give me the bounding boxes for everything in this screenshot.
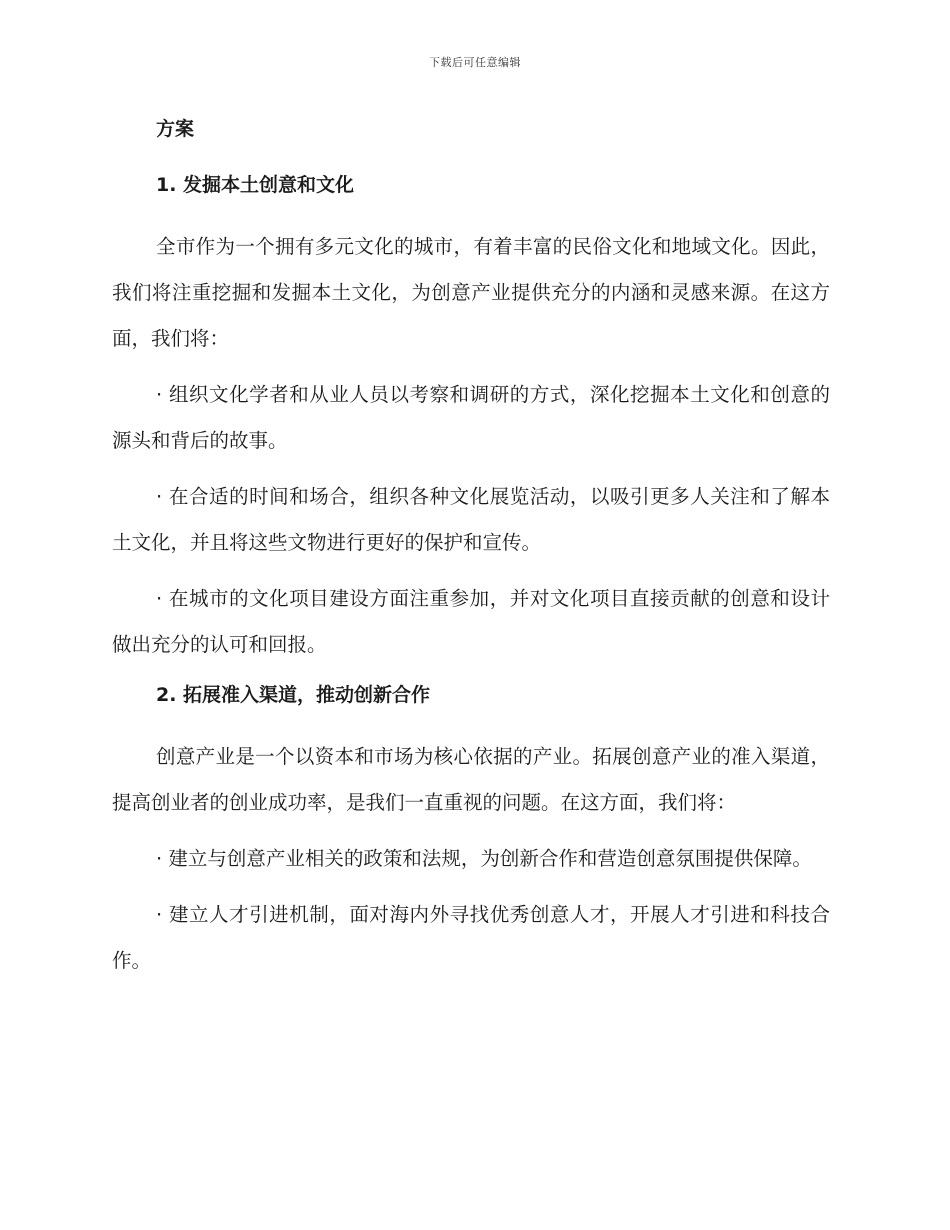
section-2-intro: 创意产业是一个以资本和市场为核心依据的产业。拓展创意产业的准入渠道，提高创业者的创业成功率，是我们一直重视的问题。在这方面，我们将： [112,745,830,814]
document-title: 方案 [156,118,195,140]
section-1-heading: 1. 发掘本土创意和文化 [156,174,355,196]
section-2-bullet: · 建立与创意产业相关的政策和法规，为创新合作和营造创意氛围提供保障。 [156,847,812,870]
document-body [112,112,830,994]
section-2-heading: 2. 拓展准入渠道，推动创新合作 [156,684,431,706]
section-1-intro: 全市作为一个拥有多元文化的城市，有着丰富的民俗文化和地域文化。因此，我们将注重挖掘和发掘本土文化，为创意产业提供充分的内涵和灵感来源。在这方面，我们将： [112,235,830,350]
section-1-bullet: · 组织文化学者和从业人员以考察和调研的方式，深化挖掘本土文化和创意的源头和背后的故事。 [112,383,830,452]
page-header-note: 下载后可任意编辑 [429,56,521,69]
section-1-bullet: · 在合适的时间和场合，组织各种文化展览活动，以吸引更多人关注和了解本土文化，并且将这些文物进行更好的保护和宣传。 [112,485,830,554]
section-2-bullet: · 建立人才引进机制，面对海内外寻找优秀创意人才，开展人才引进和科技合作。 [112,903,830,972]
section-1-bullet: · 在城市的文化项目建设方面注重参加，并对文化项目直接贡献的创意和设计做出充分的认可和回报。 [112,587,830,656]
